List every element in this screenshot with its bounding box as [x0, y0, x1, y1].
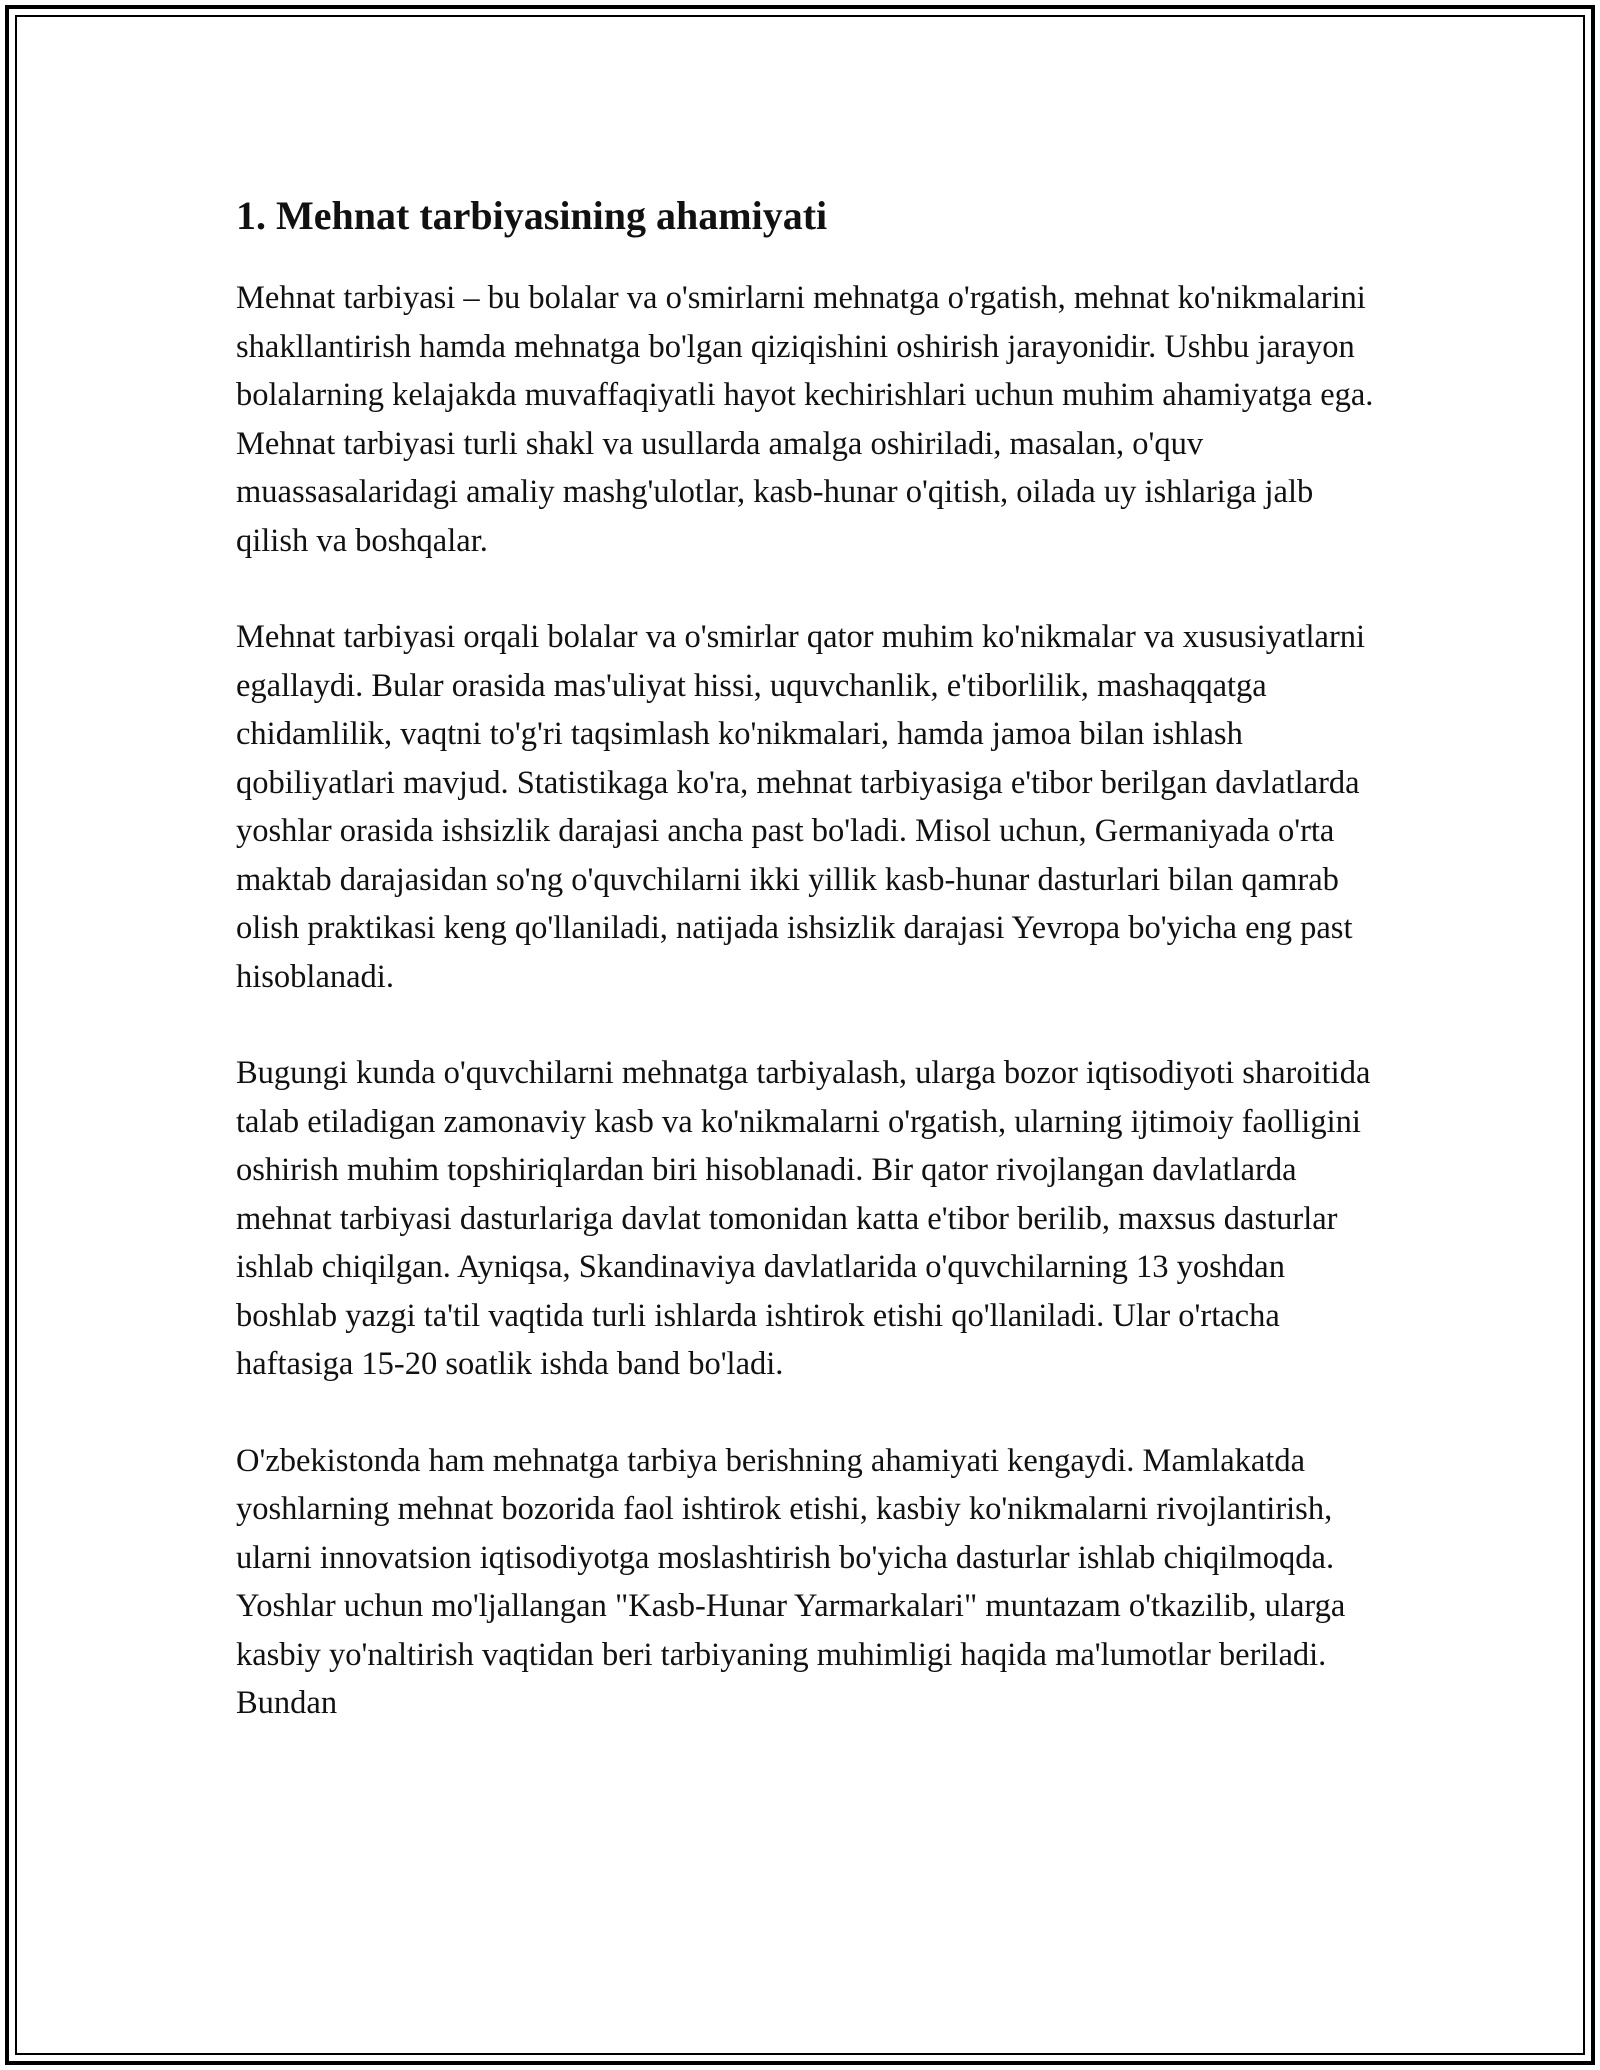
- paragraph-3: Bugungi kunda o'quvchilarni mehnatga tarbiyalash, ularga bozor iqtisodiyoti sharoitida talab etiladigan zamonaviy kasb va ko'nikmalarni o'rgatish, ularning ijtimoiy faolligini oshirish muhim topshiriqlardan biri hisoblanadi. Bir qator rivojlangan davlatlarda mehnat tarbiyasi dasturlariga davlat tomonidan katta e'tibor berilib, maxsus dasturlar ishlab chiqilgan. Ayniqsa, Skandinaviya davlatlarida o'quvchilarning 13 yoshdan boshlab yazgi ta'til vaqtida turli ishlarda ishtirok etishi qo'llaniladi. Ular o'rtacha haftasiga 15-20 soatlik ishda band bo'ladi.: [236, 1055, 1371, 1382]
- paragraph-4: O'zbekistonda ham mehnatga tarbiya berishning ahamiyati kengaydi. Mamlakatda yoshlarning mehnat bozorida faol ishtirok etishi, kasbiy ko'nikmalarni rivojlantirish, ularni innovatsion iqtisodiyotga moslashtirish bo'yicha dasturlar ishlab chiqilmoqda. Yoshlar uchun mo'ljallangan "Kasb-Hunar Yarmarkalari" muntazam o'tkazilib, ularga kasbiy yo'naltirish vaqtidan beri tarbiyaning muhimligi haqida ma'lumotlar beriladi. Bundan: [236, 1442, 1346, 1721]
- paragraph-2: Mehnat tarbiyasi orqali bolalar va o'smirlar qator muhim ko'nikmalar va xususiyatlarni egallaydi. Bular orasida mas'uliyat hissi, uquvchanlik, e'tiborlilik, mashaqqatga chidamlilik, vaqtni to'g'ri taqsimlash ko'nikmalari, hamda jamoa bilan ishlash qobiliyatlari mavjud. Statistikaga ko'ra, mehnat tarbiyasiga e'tibor berilgan davlatlarda yoshlar orasida ishsizlik darajasi ancha past bo'ladi. Misol uchun, Germaniyada o'rta maktab darajasidan so'ng o'quvchilarni ikki yillik kasb-hunar dasturlari bilan qamrab olish praktikasi keng qo'llaniladi, natijada ishsizlik darajasi Yevropa bo'yicha eng past hisoblanadi.: [236, 619, 1366, 995]
- paragraph-1: Mehnat tarbiyasi – bu bolalar va o'smirlarni mehnatga o'rgatish, mehnat ko'nikmalarini shakllantirish hamda mehnatga bo'lgan qiziqishini oshirish jarayonidir. Ushbu jarayon bolalarning kelajakda muvaffaqiyatli hayot kechirishlari uchun muhim ahamiyatga ega. Mehnat tarbiyasi turli shakl va usullarda amalga oshiriladi, masalan, o'quv muassasalaridagi amaliy mashg'ulotlar, kasb-hunar o'qitish, oilada uy ishlariga jalb qilish va boshqalar.: [236, 280, 1374, 559]
- document-body: [236, 188, 1376, 1776]
- section-heading: 1. Mehnat tarbiyasining ahamiyati: [236, 193, 828, 238]
